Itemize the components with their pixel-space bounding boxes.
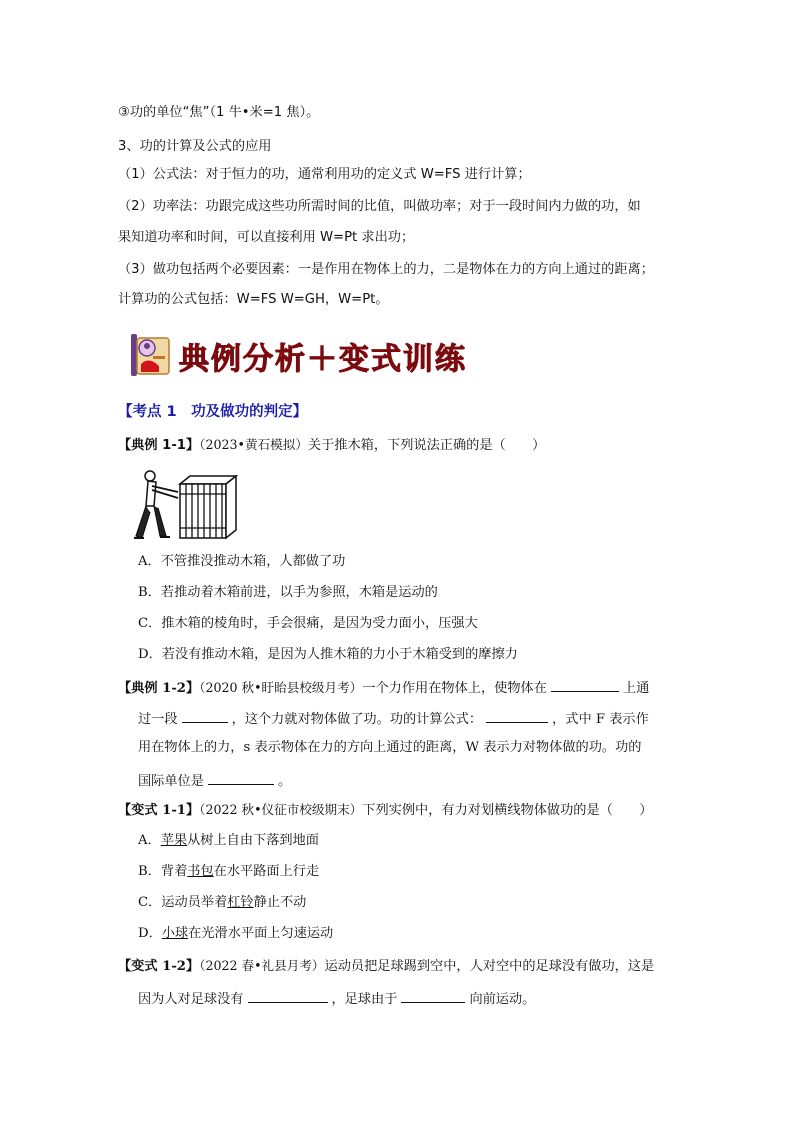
- underlined-object: 苹果: [160, 833, 188, 848]
- example-1-2-text-4a: 国际单位是: [138, 774, 204, 789]
- example-1-1-question: 关于推木箱，下列说法正确的是（ ）: [307, 438, 546, 453]
- option-text: 在水平路面上行走: [213, 864, 320, 879]
- example-1-2-text-2a: 过一段: [138, 712, 178, 727]
- example-1-2-line-4: [138, 770, 291, 791]
- variant-1-2-text-2c: 向前运动。: [469, 992, 536, 1007]
- example-1-1-option-d: D．若没有推动木箱，是因为人推木箱的力小于木箱受到的摩擦力: [138, 647, 518, 662]
- variant-1-1-option-b: [138, 863, 319, 881]
- variant-1-1-question: 下列实例中，有力对划横线物体做功的是（ ）: [362, 803, 653, 818]
- variant-1-1-source: （2022 秋•仪征市校级期末）: [199, 802, 363, 817]
- example-1-2-text-2c: ，式中 F 表示作: [552, 712, 649, 727]
- example-1-2-label: 【典例 1-2】: [118, 681, 200, 696]
- example-1-2-text-1a: 一个力作用在物体上，使物体在: [362, 681, 547, 696]
- item-3-line-1: （3）做功包括两个必要因素：一是作用在物体上的力，二是物体在力的方向上通过的距离；: [118, 262, 654, 277]
- option-prefix: A．: [138, 833, 161, 848]
- answer-blank[interactable]: [401, 988, 465, 1003]
- variant-1-2-line-2: [138, 988, 535, 1009]
- item-2-line-2: 果知道功率和时间，可以直接利用 W=Pt 求出功；: [118, 230, 415, 245]
- answer-blank[interactable]: [551, 677, 619, 692]
- variant-1-1-header: [118, 801, 652, 820]
- option-prefix: B．背着: [138, 864, 188, 879]
- variant-1-2-source: （2022 春•礼县月考）: [199, 958, 325, 973]
- person-pushing-box-icon: [128, 466, 248, 544]
- example-1-1-option-a: A．不管推没推动木箱，人都做了功: [138, 554, 346, 569]
- variant-1-1-option-c: [138, 894, 306, 912]
- example-1-1-header: [118, 436, 545, 455]
- option-text: 从树上自由下落到地面: [187, 833, 319, 848]
- item-3-line-2: 计算功的公式包括：W=FS W=GH，W=Pt。: [118, 292, 389, 307]
- variant-1-2-text-2b: ，足球由于: [331, 992, 398, 1007]
- example-1-2-text-2b: ，这个力就对物体做了功。功的计算公式：: [231, 712, 483, 727]
- option-prefix: C．运动员举着: [138, 895, 228, 910]
- variant-1-2-line-1: [118, 957, 654, 976]
- section3-title: 3、功的计算及公式的应用: [118, 139, 272, 154]
- example-1-2-text-4b: 。: [277, 774, 292, 789]
- variant-1-1-option-d: [138, 925, 333, 943]
- answer-blank[interactable]: [486, 708, 548, 723]
- underlined-object: 书包: [187, 864, 214, 879]
- example-1-2-text-1b: 上通: [622, 681, 650, 696]
- option-text: 在光滑水平面上匀速运动: [188, 926, 334, 941]
- answer-blank[interactable]: [248, 988, 328, 1003]
- option-prefix: D．: [138, 926, 162, 941]
- variant-1-1-option-a: [138, 832, 319, 850]
- example-1-1-option-c: C．推木箱的棱角时，手会很痛，是因为受力面小，压强大: [138, 616, 478, 631]
- section-banner: [127, 326, 467, 384]
- unit-line: ③功的单位“焦”（1 牛•米=1 焦）。: [118, 105, 320, 120]
- example-1-2-line-3: 用在物体上的力，s 表示物体在力的方向上通过的距离，W 表示力对物体做的功。功的: [138, 740, 642, 755]
- answer-blank[interactable]: [182, 708, 228, 723]
- variant-1-2-label: 【变式 1-2】: [118, 959, 200, 974]
- answer-blank[interactable]: [208, 770, 274, 785]
- variant-1-2-text-2a: 因为人对足球没有: [138, 992, 244, 1007]
- item-2-line-1: （2）功率法：功跟完成这些功所需时间的比值，叫做功率；对于一段时间内力做的功，如: [118, 199, 641, 214]
- example-1-1-option-b: B．若推动着木箱前进，以手为参照，木箱是运动的: [138, 585, 438, 600]
- example-1-2-source: （2020 秋•盱眙县校级月考）: [199, 680, 363, 695]
- example-1-2-line-1: [118, 677, 649, 698]
- teacher-board-icon: [127, 326, 177, 382]
- underlined-object: 小球: [161, 926, 189, 941]
- example-1-1-source: （2023•黄石模拟）: [199, 437, 308, 452]
- option-text: 静止不动: [253, 895, 307, 910]
- example-1-1-label: 【典例 1-1】: [118, 438, 200, 453]
- variant-1-1-label: 【变式 1-1】: [118, 803, 200, 818]
- underlined-object: 杠铃: [227, 895, 254, 910]
- example-1-2-line-2: [138, 708, 649, 729]
- banner-title: 典例分析＋变式训练: [179, 342, 467, 377]
- item-1: （1）公式法：对于恒力的功，通常利用功的定义式 W=FS 进行计算；: [118, 167, 531, 182]
- kaodian-title: 【考点 1 功及做功的判定】: [118, 404, 308, 420]
- variant-1-2-text-1: 运动员把足球踢到空中，人对空中的足球没有做功，这是: [324, 959, 655, 974]
